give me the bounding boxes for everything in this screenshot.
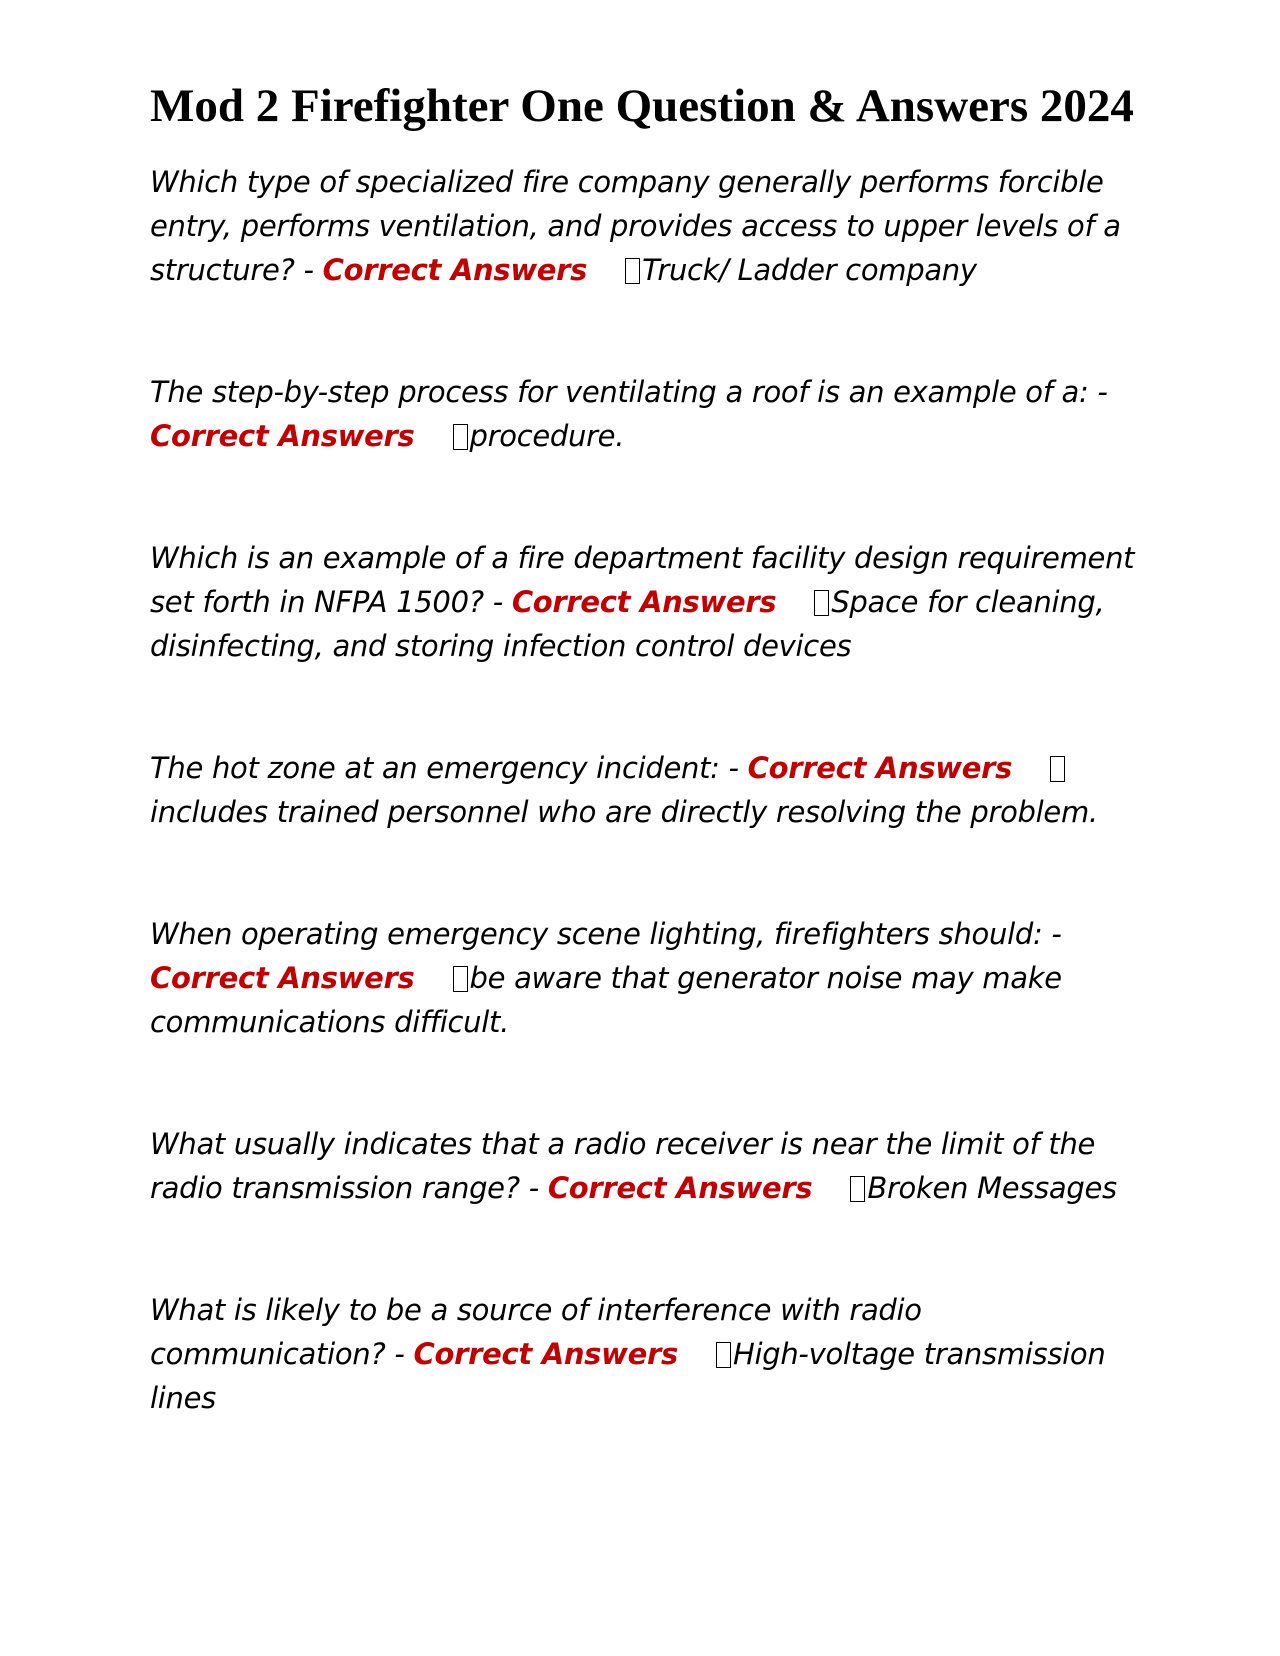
- question-text: What usually indicates that a radio receiver is near the limit of the radio transmission range? -: [150, 1127, 1096, 1205]
- correct-answers-label: Correct Answers: [150, 961, 415, 995]
- qa-item: [150, 912, 1140, 1044]
- missing-glyph-icon: [453, 424, 468, 450]
- question-text: Which type of specialized fire company generally performs forcible entry, performs ventilation, and provides access to upper levels of a structure? -: [150, 165, 1121, 287]
- missing-glyph-icon: [625, 258, 640, 284]
- correct-answers-label: Correct Answers: [547, 1171, 813, 1205]
- missing-glyph-icon: [814, 590, 829, 616]
- question-text: The hot zone at an emergency incident: -: [150, 751, 748, 785]
- correct-answers-label: Correct Answers: [150, 419, 415, 453]
- qa-item: [150, 1288, 1140, 1420]
- answer-text: includes trained personnel who are directly resolving the problem.: [150, 795, 1098, 829]
- missing-glyph-icon: [850, 1176, 865, 1202]
- question-text: Which is an example of a fire department facility design requirement set forth in NFPA 1500? -: [150, 541, 1135, 619]
- document-title: Mod 2 Firefighter One Question & Answers 2024: [150, 80, 1134, 132]
- missing-glyph-icon: [716, 1342, 731, 1368]
- answer-text: High-voltage transmission lines: [150, 1337, 1106, 1415]
- question-text: When operating emergency scene lighting, firefighters should: -: [150, 917, 1062, 951]
- question-text: The step-by-step process for ventilating a roof is an example of a: -: [150, 375, 1108, 409]
- answer-text: Truck/ Ladder company: [642, 253, 977, 287]
- correct-answers-label: Correct Answers: [747, 751, 1013, 785]
- correct-answers-label: Correct Answers: [322, 253, 588, 287]
- answer-text: be aware that generator noise may make communications difficult.: [150, 961, 1062, 1039]
- answer-text: procedure.: [469, 419, 625, 453]
- document-page: [150, 70, 1140, 1498]
- missing-glyph-icon: [1050, 756, 1065, 782]
- qa-item: [150, 746, 1140, 834]
- qa-item: [150, 1122, 1140, 1210]
- qa-item: [150, 536, 1140, 668]
- qa-item: [150, 160, 1140, 292]
- answer-text: Broken Messages: [867, 1171, 1117, 1205]
- correct-answers-label: Correct Answers: [413, 1337, 678, 1371]
- qa-item: [150, 370, 1140, 458]
- missing-glyph-icon: [453, 966, 468, 992]
- answer-text: Space for cleaning, disinfecting, and storing infection control devices: [150, 585, 1105, 663]
- correct-answers-label: Correct Answers: [511, 585, 777, 619]
- question-text: What is likely to be a source of interference with radio communication? -: [150, 1293, 922, 1371]
